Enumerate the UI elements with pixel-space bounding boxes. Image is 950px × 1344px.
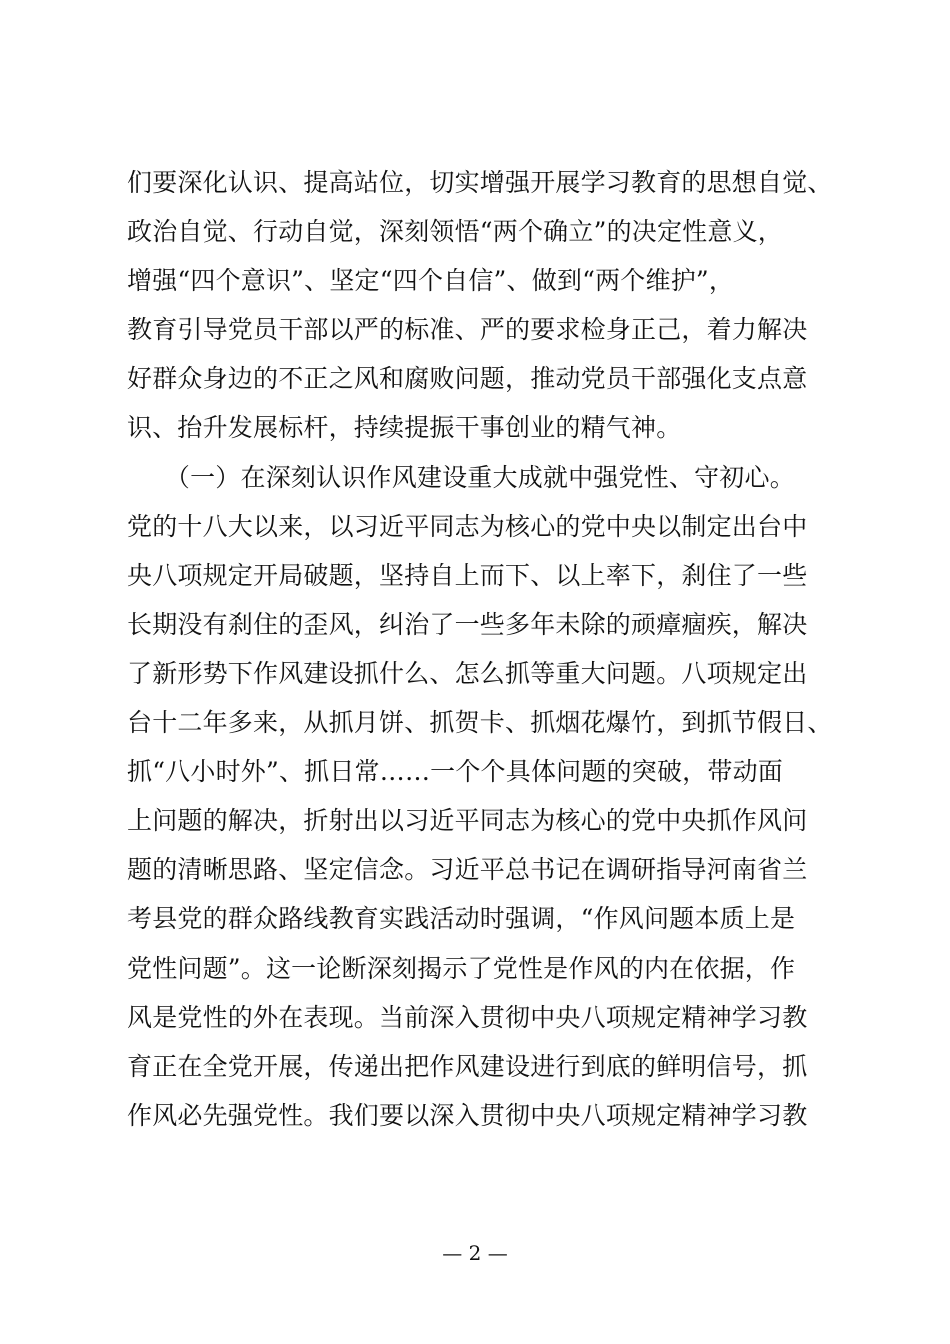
paragraph-1-line: 教育引导党员干部以严的标准、严的要求检身正己，着力解决 <box>127 315 808 345</box>
paragraph-1-line: 增强“四个意识”、坚定“四个自信”、做到“两个维护”， <box>127 266 735 296</box>
paragraph-2-line: 抓“八小时外”、抓日常……一个个具体问题的突破，带动面 <box>127 757 783 787</box>
paragraph-2-line: 考县党的群众路线教育实践活动时强调，“作风问题本质上是 <box>127 904 796 934</box>
paragraph-2-line: 长期没有刹住的歪风，纠治了一些多年未除的顽瘴痼疾，解决 <box>127 609 808 639</box>
paragraph-2-line: 题的清晰思路、坚定信念。习近平总书记在调研指导河南省兰 <box>127 855 808 885</box>
paragraph-1-line: 好群众身边的不正之风和腐败问题，推动党员干部强化支点意 <box>127 364 808 394</box>
page-number: — 2 — <box>442 1241 508 1265</box>
paragraph-1-line: 政治自觉、行动自觉，深刻领悟“两个确立”的决定性意义， <box>127 217 783 247</box>
paragraph-2-line: 风是党性的外在表现。当前深入贯彻中央八项规定精神学习教 <box>127 1002 808 1032</box>
paragraph-2-line: 上问题的解决，折射出以习近平同志为核心的党中央抓作风问 <box>127 806 808 836</box>
paragraph-2-line: 台十二年多来，从抓月饼、抓贺卡、抓烟花爆竹，到抓节假日、 <box>127 708 833 738</box>
section-heading-line: （一）在深刻认识作风建设重大成就中强党性、守初心。 <box>127 462 795 492</box>
paragraph-1-line: 们要深化认识、提高站位，切实增强开展学习教育的思想自觉、 <box>127 168 833 197</box>
paragraph-2-line: 作风必先强党性。我们要以深入贯彻中央八项规定精神学习教 <box>127 1100 808 1130</box>
paragraph-2-line: 党的十八大以来，以习近平同志为核心的党中央以制定出台中 <box>127 511 808 541</box>
body-text <box>127 158 847 1140</box>
paragraph-2-line: 党性问题”。这一论断深刻揭示了党性是作风的内在依据，作 <box>127 953 796 983</box>
paragraph-1-line: 识、抬升发展标杆，持续提振干事创业的精气神。 <box>127 413 682 443</box>
paragraph-2-line: 央八项规定开局破题，坚持自上而下、以上率下，刹住了一些 <box>127 560 808 590</box>
paragraph-2-line: 育正在全党开展，传递出把作风建设进行到底的鲜明信号，抓 <box>127 1051 808 1081</box>
paragraph-2-line: 了新形势下作风建设抓什么、怎么抓等重大问题。八项规定出 <box>127 658 808 688</box>
